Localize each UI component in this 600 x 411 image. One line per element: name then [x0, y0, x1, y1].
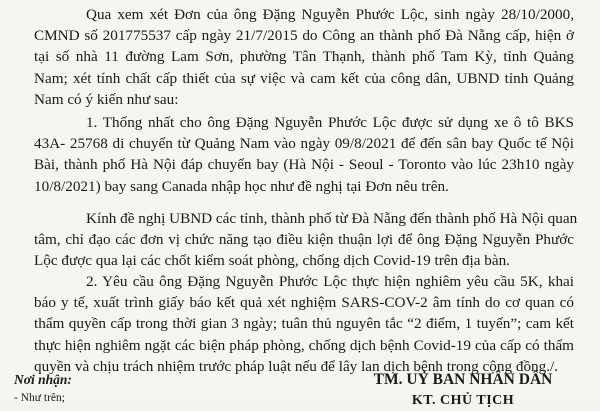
signature-title: TM. UỶ BAN NHÂN DÂN [373, 371, 553, 388]
text-line: tâm, chỉ đạo các đơn vị chức năng tạo điều kiện thuận lợi để ông Đặng Nguyễn Phước [34, 231, 574, 249]
text-line: Kính đề nghị UBND các tỉnh, thành phố từ Đà Nẵng đến thành phố Hà Nội quan [86, 210, 578, 227]
text-line: 2. Yêu cầu ông Đặng Nguyễn Phước Lộc thực hiện nghiêm yêu cầu 5K, khai [86, 273, 574, 290]
text-line: CMND số 201775537 cấp ngày 21/7/2015 do Công an thành phố Đà Nẵng cấp, hiện ở [34, 27, 574, 45]
text-line: báo y tế, xuất trình giấy báo kết quả xét nghiệm SARS-COV-2 âm tính do cơ quan có [34, 294, 574, 312]
recipient-item: - Như trên; [14, 392, 65, 404]
paragraph-item-1 [34, 112, 574, 197]
text-line: 43A- 25768 di chuyển từ Quảng Nam vào ngày 09/8/2021 để đến sân bay Quốc tế Nội [34, 135, 574, 153]
recipients-block [14, 371, 72, 407]
text-line: thực hiện nghiêm ngặt các biện pháp phòng, chống dịch bệnh Covid-19 của cấp có thẩm [34, 336, 574, 354]
text-line: Nam; xét tính chất cấp thiết của sự việc và cam kết của công dân, UBND tỉnh Quảng [34, 69, 574, 87]
recipients-label: Nơi nhận: [14, 372, 72, 387]
paragraph-intro [34, 4, 574, 110]
text-line: Bài, thành phố Hà Nội đáp chuyến bay (Hà Nội - Seoul - Toronto vào lúc 23h10 ngày [34, 156, 574, 174]
text-line: quyền và chịu trách nhiệm trước pháp luật nếu để lây lan dịch bệnh trong cộng đồng./. [34, 357, 559, 375]
paragraph-item-2 [34, 271, 574, 377]
text-line: tại số nhà 11 đường Lam Sơn, phường Tân Thạnh, thành phố Tam Kỳ, tỉnh Quảng [34, 48, 574, 66]
text-line: Qua xem xét Đơn của ông Đặng Nguyễn Phước Lộc, sinh ngày 28/10/2000, [86, 6, 574, 23]
text-line: 10/8/2021) bay sang Canada nhập học như đề nghị tại Đơn nêu trên. [34, 177, 449, 195]
text-line: 1. Thống nhất cho ông Đặng Nguyễn Phước Lộc được sử dụng xe ô tô BKS [86, 114, 574, 131]
text-line: thẩm quyền cấp trong thời gian 3 ngày; tuân thủ nguyên tắc “2 điểm, 1 tuyến”; cam kết [34, 315, 574, 333]
paragraph-request [34, 208, 578, 272]
signature-subtitle: KT. CHỦ TỊCH [411, 393, 515, 408]
text-line: Nam có ý kiến như sau: [34, 90, 179, 108]
text-line: Lộc được qua lại các chốt kiểm soát phòng, chống dịch Covid-19 trên địa bàn. [34, 252, 510, 270]
signature-block [338, 369, 588, 411]
